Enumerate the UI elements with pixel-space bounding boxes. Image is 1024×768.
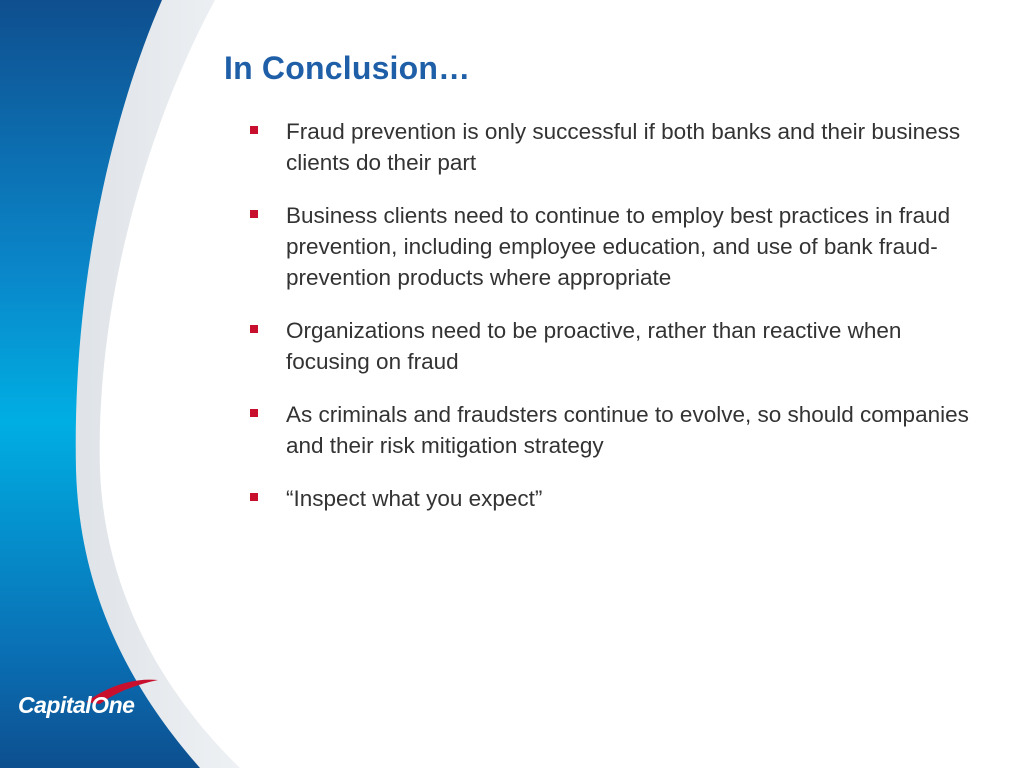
square-bullet-icon <box>250 210 258 218</box>
square-bullet-icon <box>250 126 258 134</box>
bullet-item <box>248 315 978 377</box>
bullet-text: As criminals and fraudsters continue to evolve, so should companies and their risk mitigation strategy <box>286 402 969 458</box>
square-bullet-icon <box>250 325 258 333</box>
bullet-text: Fraud prevention is only successful if both banks and their business clients do their part <box>286 119 961 175</box>
bullet-item <box>248 483 978 514</box>
side-decoration <box>0 0 260 768</box>
bullet-item <box>248 116 978 178</box>
bullet-list <box>248 116 978 536</box>
logo-text: CapitalOne <box>18 692 135 718</box>
bullet-text: “Inspect what you expect” <box>286 486 543 511</box>
bullet-item <box>248 399 978 461</box>
bullet-item <box>248 200 978 293</box>
square-bullet-icon <box>250 493 258 501</box>
square-bullet-icon <box>250 409 258 417</box>
bullet-text: Business clients need to continue to employ best practices in fraud prevention, including employee education, and use of bank fraud-prevention products where appropriate <box>286 203 951 290</box>
capital-one-logo <box>16 672 166 732</box>
slide-title: In Conclusion… <box>224 50 471 86</box>
bullet-text: Organizations need to be proactive, rather than reactive when focusing on fraud <box>286 318 902 374</box>
